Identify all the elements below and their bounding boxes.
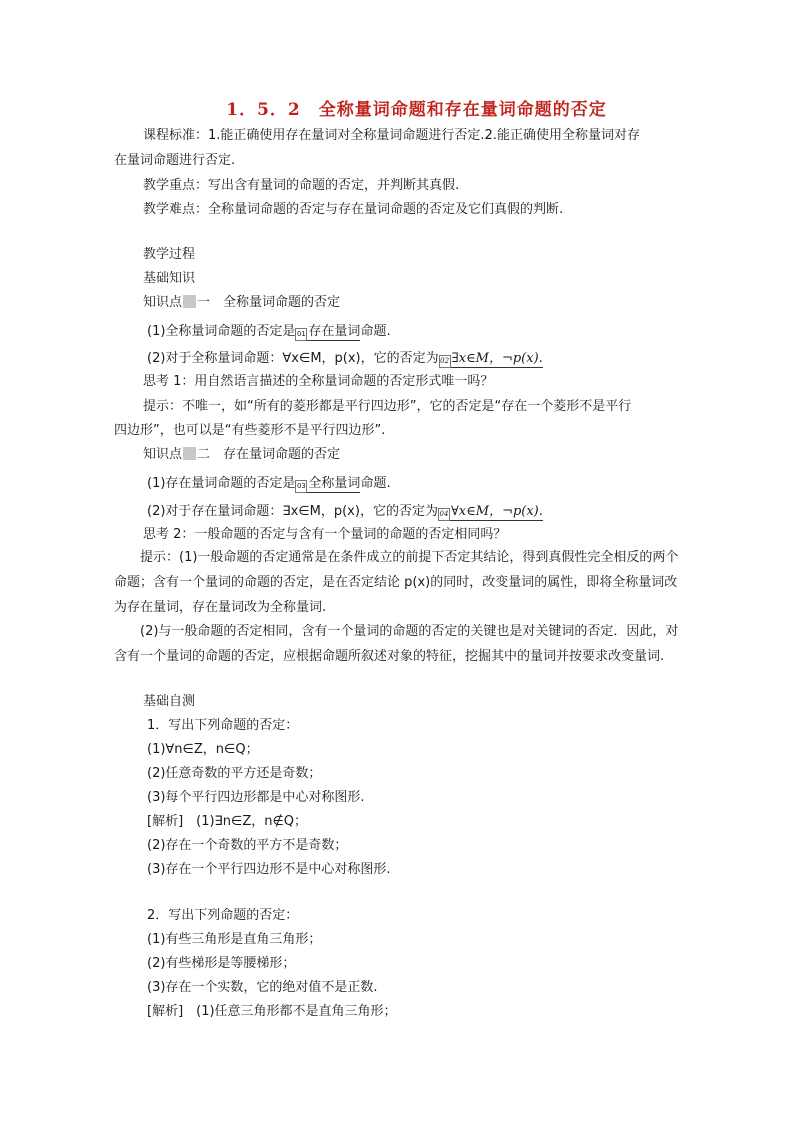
- kp2-item1: (1)存在量词命题的否定是 03 全称量词命题.: [147, 476, 391, 491]
- basic-knowledge-heading: 基础知识: [143, 271, 196, 286]
- answer-marker-icon: 02: [439, 355, 451, 368]
- teaching-difficulty: 教学难点：全称量词命题的否定与存在量词命题的否定及它们真假的判断.: [143, 202, 564, 217]
- hint-1-line1: 提示：不唯一，如“所有的菱形都是平行四边形”，它的否定是“存在一个菱形不是平行: [143, 399, 632, 414]
- gray-box-icon: [183, 295, 196, 308]
- kp1-item2: (2)对于全称量词命题：∀x∈M，p(x)，它的否定为 02 ∃x∈M，¬p(x).: [147, 351, 543, 366]
- course-standard-line2: 在量词命题进行否定.: [114, 153, 236, 168]
- teaching-focus: 教学重点：写出含有量词的命题的否定，并判断其真假.: [143, 178, 460, 193]
- answer-marker-icon: 03: [295, 480, 307, 493]
- answer-marker-icon: 04: [438, 508, 450, 521]
- hint-2-paragraph-2: (2)与一般命题的否定相同，含有一个量词的命题的否定的关键也是对关键词的否定．因此，对含有一个量词的命题的否定，应根据命题所叙述对象的特征，挖掘其中的量词并按要求改变量词.: [114, 624, 679, 664]
- page-title: 1．5．2 全称量词命题和存在量词命题的否定: [226, 100, 607, 120]
- answer-marker-icon: 01: [295, 328, 307, 341]
- knowledge-point-1-heading: [143, 295, 340, 311]
- kp1-prefix: 知识点: [143, 295, 183, 310]
- question-1-part-2: (2)任意奇数的平方还是奇数；: [147, 766, 322, 781]
- question-1-part-3: (3)每个平行四边形都是中心对称图形.: [147, 790, 365, 805]
- kp2-item2-answer: 04 ∀x∈M，¬p(x).: [439, 504, 543, 519]
- kp2-title: 二 存在量词命题的否定: [197, 447, 341, 462]
- kp1-item1-answer: 01 存在量词: [296, 324, 361, 339]
- hint-2-paragraph-1: 提示：(1)一般命题的否定通常是在条件成立的前提下否定其结论，得到真假性完全相反的两个命题；含有一个量词的命题的否定，是在否定结论 p(x)的同时，改变量词的属性，即将全称量词改为存在量词，存在量词改为全称量词.: [114, 550, 679, 615]
- course-standard-line1: 课程标准：1.能正确使用存在量词对全称量词命题进行否定.2.能正确使用全称量词对存: [143, 128, 640, 143]
- process-heading: 教学过程: [143, 247, 196, 262]
- kp2-item1-answer: 03 全称量词: [296, 476, 361, 491]
- question-2-part-2: (2)有些梯形是等腰梯形；: [147, 956, 296, 971]
- kp1-item1: (1)全称量词命题的否定是 01 存在量词命题.: [147, 324, 391, 339]
- question-1: 1．写出下列命题的否定：: [147, 718, 299, 733]
- answer-1-part-2: (2)存在一个奇数的平方不是奇数；: [147, 838, 348, 853]
- think-2: 思考 2：一般命题的否定与含有一个量词的命题的否定相同吗？: [143, 527, 507, 542]
- question-2: 2．写出下列命题的否定：: [147, 908, 299, 923]
- think-1: 思考 1：用自然语言描述的全称量词命题的否定形式唯一吗？: [143, 374, 494, 389]
- kp2-item2: (2)对于存在量词命题：∃x∈M，p(x)，它的否定为 04 ∀x∈M，¬p(x).: [147, 504, 543, 519]
- kp1-title: 一 全称量词命题的否定: [197, 295, 341, 310]
- hint-1-line2: 四边形”，也可以是“有些菱形不是平行四边形”.: [114, 423, 386, 438]
- answer-1-part-1: [解析] (1)∃n∈Z，n∉Q；: [147, 814, 308, 829]
- gray-box-icon: [183, 447, 196, 460]
- answer-2-part-1: [解析] (1)任意三角形都不是直角三角形；: [147, 1004, 397, 1019]
- knowledge-point-2-heading: [143, 447, 340, 463]
- question-2-part-1: (1)有些三角形是直角三角形；: [147, 932, 322, 947]
- kp1-item2-answer: 02 ∃x∈M，¬p(x).: [440, 351, 543, 366]
- kp2-prefix: 知识点: [143, 447, 183, 462]
- question-2-part-3: (3)存在一个实数，它的绝对值不是正数.: [147, 980, 378, 995]
- question-1-part-1: (1)∀n∈Z，n∈Q；: [147, 742, 259, 757]
- self-test-heading: 基础自测: [143, 694, 196, 709]
- answer-1-part-3: (3)存在一个平行四边形不是中心对称图形.: [147, 862, 391, 877]
